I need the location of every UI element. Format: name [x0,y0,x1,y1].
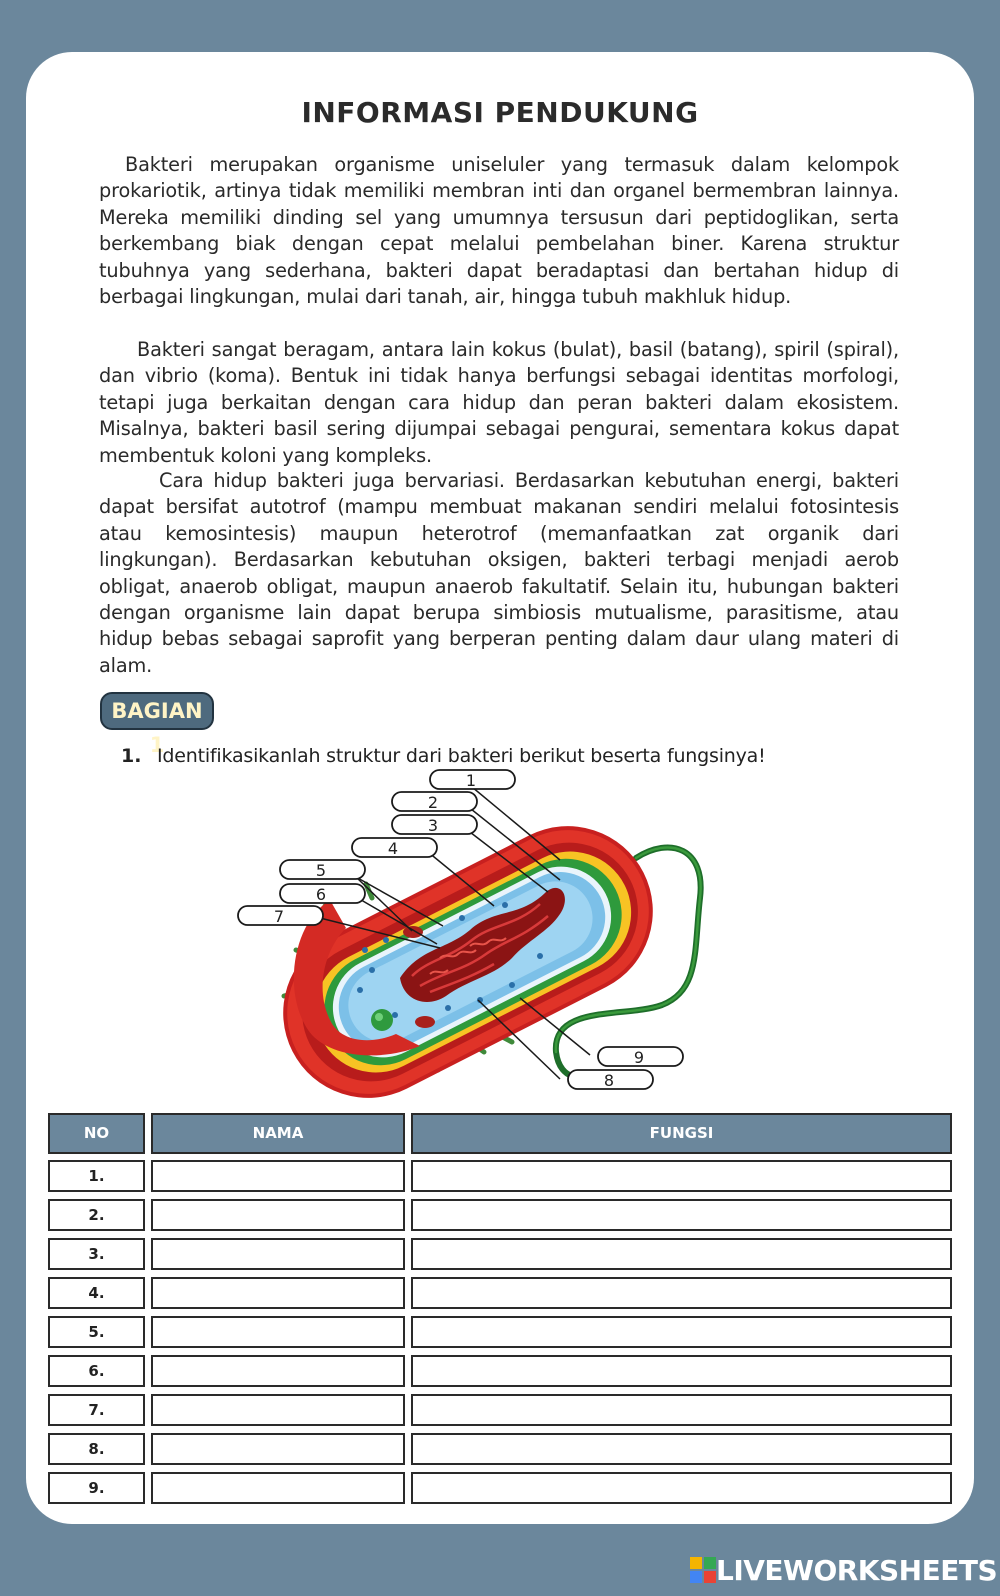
row-number: 9. [48,1472,145,1504]
nama-answer-field[interactable] [151,1472,405,1504]
diagram-label-4: 4 [387,839,399,858]
bacteria-diagram [0,760,1000,1100]
paragraph-3: Cara hidup bakteri juga bervariasi. Berdasarkan kebutuhan energi, bakteri dapat bersifat autotrof (mampu membuat makanan sendiri melalui fotosintesis atau kemosintesis) maupun heterotrof (memanfaatkan zat organik dari lingkungan). Berdasarkan kebutuhan oksigen, bakteri terbagi menjadi aerob obligat, anaerob obligat, maupun anaerob fakultatif. Selain itu, hubungan bakteri dengan organisme lain dapat berupa simbiosis mutualisme, parasitisme, atau hidup bebas sebagai saprofit yang berperan penting dalam daur ulang materi di alam. [99,469,899,677]
diagram-label-6: 6 [315,885,327,904]
nama-answer-field[interactable] [151,1277,405,1309]
diagram-label-1: 1 [465,771,477,790]
row-number: 5. [48,1316,145,1348]
page-title: INFORMASI PENDUKUNG [301,96,699,129]
diagram-label-5: 5 [315,861,327,880]
row-number: 6. [48,1355,145,1387]
question-text: Identifikasikanlah struktur dari bakteri berikut beserta fungsinya! [157,745,766,767]
nama-answer-field[interactable] [151,1199,405,1231]
question-number: 1. [121,745,142,767]
fungsi-answer-field[interactable] [411,1238,952,1270]
nama-answer-field[interactable] [151,1355,405,1387]
nama-answer-field[interactable] [151,1160,405,1192]
fungsi-answer-field[interactable] [411,1316,952,1348]
fungsi-answer-field[interactable] [411,1433,952,1465]
fungsi-answer-field[interactable] [411,1160,952,1192]
row-number: 7. [48,1394,145,1426]
nama-answer-field[interactable] [151,1238,405,1270]
row-number: 4. [48,1277,145,1309]
row-number: 2. [48,1199,145,1231]
diagram-label-8: 8 [603,1071,615,1090]
fungsi-answer-field[interactable] [411,1355,952,1387]
liveworksheets-logo-icon [690,1557,716,1583]
fungsi-answer-field[interactable] [411,1277,952,1309]
fungsi-answer-field[interactable] [411,1199,952,1231]
table-header-no: NO [48,1113,145,1154]
table-header-nama: NAMA [151,1113,405,1154]
paragraph-2: Bakteri sangat beragam, antara lain kokus (bulat), basil (batang), spiril (spiral), dan vibrio (koma). Bentuk ini tidak hanya berfungsi sebagai identitas morfologi, tetapi juga berkaitan dengan cara hidup dan peran bakteri dalam ekosistem. Misalnya, bakteri basil sering dijumpai sebagai pengurai, sementara kokus dapat membentuk koloni yang kompleks. [99,338,899,467]
brand [690,1553,997,1587]
row-number: 1. [48,1160,145,1192]
nama-answer-field[interactable] [151,1433,405,1465]
nama-answer-field[interactable] [151,1316,405,1348]
nama-answer-field[interactable] [151,1394,405,1426]
fungsi-answer-field[interactable] [411,1472,952,1504]
section-badge: BAGIAN 1 [100,692,214,730]
paragraph-1: Bakteri merupakan organisme uniseluler yang termasuk dalam kelompok prokariotik, artinya tidak memiliki membran inti dan organel bermembran lainnya. Mereka memiliki dinding sel yang umumnya tersusun dari peptidoglikan, serta berkembang biak dengan cepat melalui pembelahan biner. Karena struktur tubuhnya yang sederhana, bakteri dapat beradaptasi dan bertahan hidup di berbagai lingkungan, mulai dari tanah, air, hingga tubuh makhluk hidup. [99,153,899,309]
fungsi-answer-field[interactable] [411,1394,952,1426]
diagram-label-9: 9 [633,1048,645,1067]
diagram-label-3: 3 [427,816,439,835]
row-number: 3. [48,1238,145,1270]
brand-name: LIVEWORKSHEETS [716,1553,998,1587]
diagram-label-7: 7 [273,907,285,926]
diagram-label-2: 2 [427,793,439,812]
row-number: 8. [48,1433,145,1465]
table-header-fungsi: FUNGSI [411,1113,952,1154]
